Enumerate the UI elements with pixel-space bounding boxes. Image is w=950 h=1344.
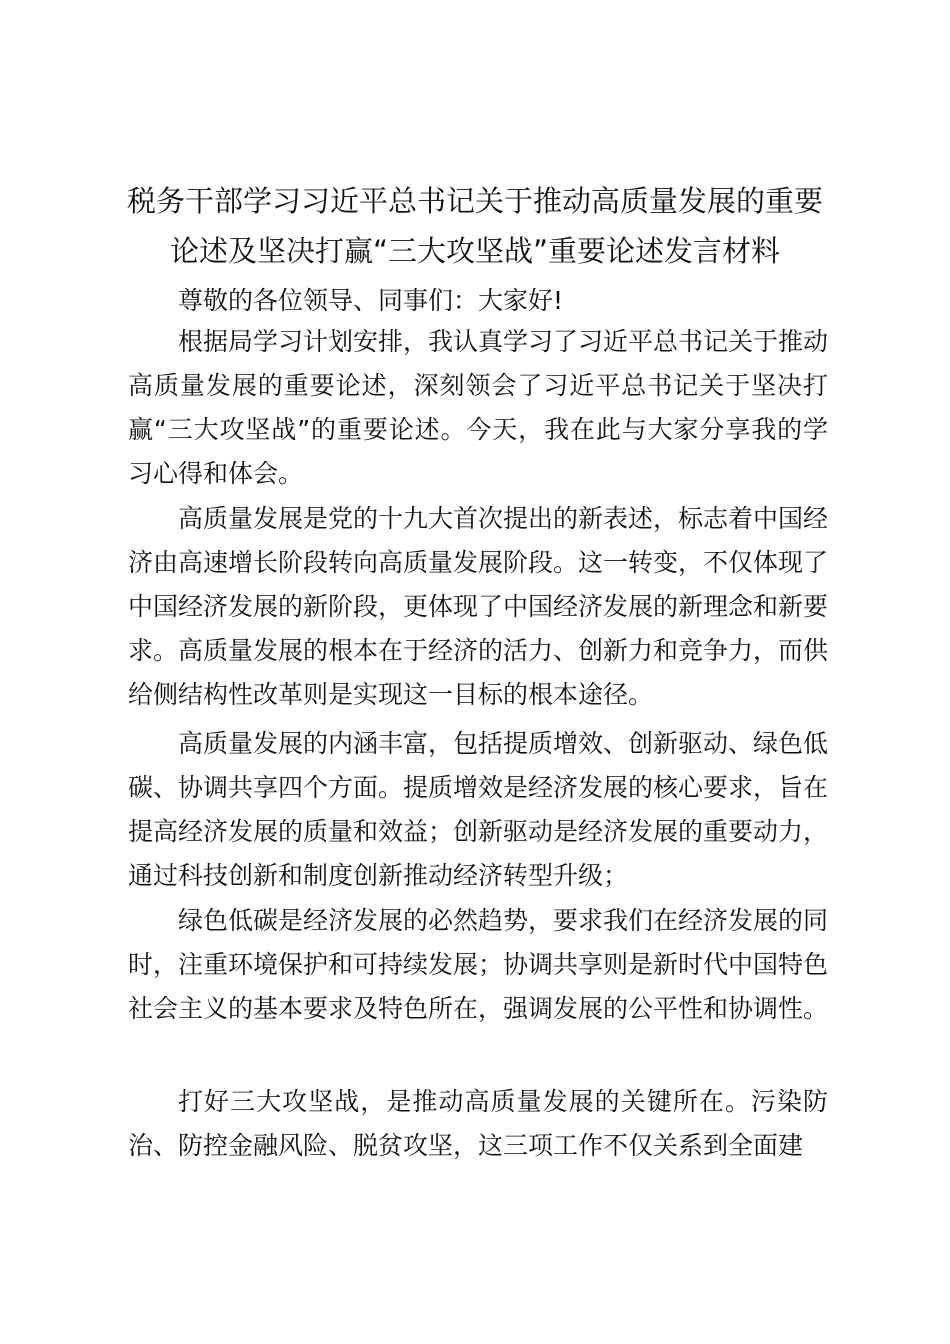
document-title-line-1: 税务干部学习习近平总书记关于推动高质量发展的重要 [126, 184, 823, 218]
body-paragraph-2-block [128, 497, 828, 717]
body-paragraph: 高质量发展的内涵丰富，包括提质增效、创新驱动、绿色低碳、协调共享四个方面。提质增效是经济发展的核心要求，旨在提高经济发展的质量和效益；创新驱动是经济发展的重要动力，通过科技创新和制度创新推动经济转型升级； [128, 729, 829, 890]
body-paragraph: 绿色低碳是经济发展的必然趋势，要求我们在经济发展的同时，注重环境保护和可持续发展；协调共享则是新时代中国特色社会主义的基本要求及特色所在，强调发展的公平性和协调性。 [128, 906, 829, 1023]
greeting: 尊敬的各位领导、同事们：大家好! [178, 286, 564, 315]
body-paragraph-4-block [128, 899, 828, 1031]
document-title-line-2: 论述及坚决打赢“三大攻坚战”重要论述发言材料 [169, 234, 781, 268]
body-paragraph: 高质量发展是党的十九大首次提出的新表述，标志着中国经济由高速增长阶段转向高质量发展阶段。这一转变，不仅体现了中国经济发展的新阶段，更体现了中国经济发展的新理念和新要求。高质量发展的根本在于经济的活力、创新力和竞争力，而供给侧结构性改革则是实现这一目标的根本途径。 [128, 504, 829, 709]
body-paragraph-1-block [128, 320, 828, 496]
body-paragraph: 根据局学习计划安排，我认真学习了习近平总书记关于推动高质量发展的重要论述，深刻领会了习近平总书记关于坚决打赢“三大攻坚战”的重要论述。今天，我在此与大家分享我的学习心得和体会。 [128, 327, 829, 488]
body-paragraph-3-block [128, 722, 828, 898]
body-paragraph: 打好三大攻坚战，是推动高质量发展的关键所在。污染防治、防控金融风险、脱贫攻坚，这三项工作不仅关系到全面建 [128, 1087, 828, 1160]
body-paragraph-5-block [128, 1080, 828, 1168]
